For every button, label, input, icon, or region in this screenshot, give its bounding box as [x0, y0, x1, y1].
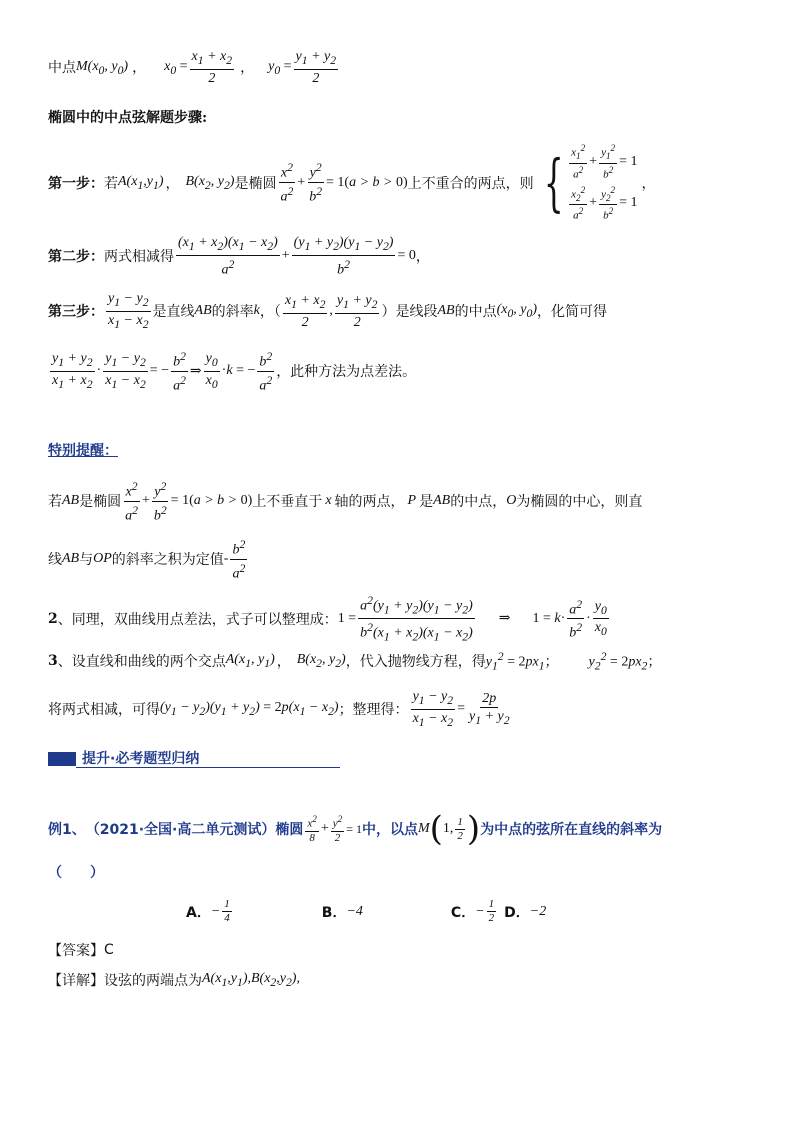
step2-label: 第二步： — [48, 249, 104, 266]
midpoint-line: 中点 $M(x_0$, $y_0$) ， $x_0$ = $\frac{x_1 + x_2}{2}$ ， $y_0$ = $\frac{y_1 + y_2}{2}$ — [48, 49, 337, 86]
math-y0: $y_0$ = — [268, 58, 292, 77]
steps-title: 椭圆中的中点弦解题步骤: — [48, 110, 208, 126]
example1-source: （2021·全国·高二单元测试） — [85, 822, 276, 838]
section-title: 提升·必考题型归纳 — [82, 751, 200, 767]
item3-derivation: 将两式相减，可得 $(y_1 - y_2)(y_1 + y_2) = 2p(x_1 - x_2)$ ；整理得： $\frac{y_1 - y_2}{x_1 - x_2}$ = $\frac{2p}{y_1 + y_2}$ — [48, 689, 510, 729]
reminder-title: 特别提醒： — [48, 443, 118, 459]
option-b-value: −4 — [346, 903, 363, 919]
option-a-value: − — [210, 903, 221, 919]
reminder-line-1: 若 AB 是椭圆 $\frac{x^2}{a^2}$ + $\frac{y^2}{b^2}$ = 1(a > b > 0) 上不垂直于 x 轴的两点， P 是 AB 的中点， O 为椭圆的中心，则直 — [48, 480, 643, 524]
section-header — [48, 748, 340, 768]
math-midpoint-m: $M(x_0$, $y_0$) — [76, 58, 129, 77]
detail-text: 设弦的两端点为 — [104, 973, 202, 989]
step1-label: 第一步： — [48, 175, 104, 192]
item2-line: 2 、同理，双曲线用点差法，式子可以整理成： 1 = $\frac{a^2(y_1 + y_2)(y_1 - y_2)}{b^2(x_1 + x_2)(x_1 - x_2)}$ ⇒ 1 = k· $\frac{a^2}{b^2}$ · $\frac{y_0}{x_0}$ — [48, 594, 607, 644]
answer-line — [48, 940, 114, 960]
detail-label: 【详解】 — [48, 973, 104, 989]
option-d-value: −2 — [529, 903, 547, 919]
frac-y-mid: $\frac{y_1 + y_2}{2}$ — [295, 49, 337, 86]
option-d-letter: D． — [504, 904, 530, 921]
step1-line: 第一步： 若 $A(x_1,y_1)$ ， $B(x_2$, $y_2$) 是椭圆 $\frac{x^2}{a^2}$ + $\frac{y^2}{b^2}$ = 1(a > b > 0) 上不重合的两点，则 { $\frac{x_1^2}{a^2}$ + $\frac{y_1^2}{b^2}$ = 1 $\frac{x_2^2}{a^2}$ + $\frac{y_2^2}{b^2}$ = 1 ， — [48, 143, 656, 222]
example1-blank: （ ） — [48, 865, 104, 881]
option-c-value: − — [475, 903, 485, 919]
item3-line: 3 、设直线和曲线的两个交点 $A(x_1$, $y_1$) ， $B(x_2$, $y_2$) ，代入抛物线方程，得 $y_1^2 = 2px_1$ ； $y_2^2 = 2px_2$ ； — [48, 650, 662, 673]
step3-derivation: $\frac{y_1 + y_2}{x_1 + x_2}$ · $\frac{y_1 - y_2}{x_1 - x_2}$ = − $\frac{b^2}{a^2}$ ⇒ $\frac{y_0}{x_0}$ ·k = − $\frac{b^2}{a^2}$ ，此种方法为点差法。 — [52, 350, 417, 394]
frac-x-mid: $\frac{x_1 + x_2}{2}$ — [191, 49, 233, 86]
options-row: A． − $\frac{1}{4}$ B． −4 C． − $\frac{1}{2}$ D． −2 — [186, 898, 547, 924]
midpoint-prefix: 中点 — [48, 60, 76, 77]
option-c-letter: C． — [450, 904, 476, 921]
step2-line: 第二步： 两式相减得 $\frac{(x_1 + x_2)(x_1 - x_2)}{a^2}$ + $\frac{(y_1 + y_2)(y_1 - y_2)}{b^2}$ = 0 ， — [48, 235, 430, 278]
example1-label: 例1、 — [48, 822, 86, 838]
answer-value: C — [104, 942, 114, 958]
example1-question: 例1、 （2021·全国·高二单元测试） 椭圆 $\frac{x^2}{8}$ + $\frac{y^2}{2}$ = 1 中，以点 M ( 1, $\frac{1}{2}$ ) 为中点的弦所在直线的斜率为 — [48, 809, 663, 849]
option-b-letter: B． — [321, 904, 347, 921]
math-x0: $x_0$ = — [164, 58, 188, 77]
step3-line: 第三步： $\frac{y_1 - y_2}{x_1 - x_2}$ 是直线 AB 的斜率 k ，（ $\frac{x_1 + x_2}{2}$ , $\frac{y_1 + y_2}{2}$ ）是线段 AB 的中点 ($x_0$, $y_0$) ，化简可得 — [48, 291, 608, 331]
equation-system: { $\frac{x_1^2}{a^2}$ + $\frac{y_1^2}{b^2}$ = 1 $\frac{x_2^2}{a^2}$ + $\frac{y_2^2}{b^2}$ = 1 — [543, 143, 638, 222]
section-header-fill — [48, 752, 76, 766]
answer-label: 【答案】 — [48, 943, 104, 959]
detail-line: 【详解】 设弦的两端点为 $A(x_1,y_1),B(x_2,y_2)$, — [48, 971, 300, 989]
option-a-letter: A． — [186, 904, 211, 921]
reminder-line-2: 线 AB 与 OP 的斜率之积为定值 - $\frac{b^2}{a^2}$ — [48, 538, 246, 582]
step3-label: 第三步： — [48, 304, 104, 321]
